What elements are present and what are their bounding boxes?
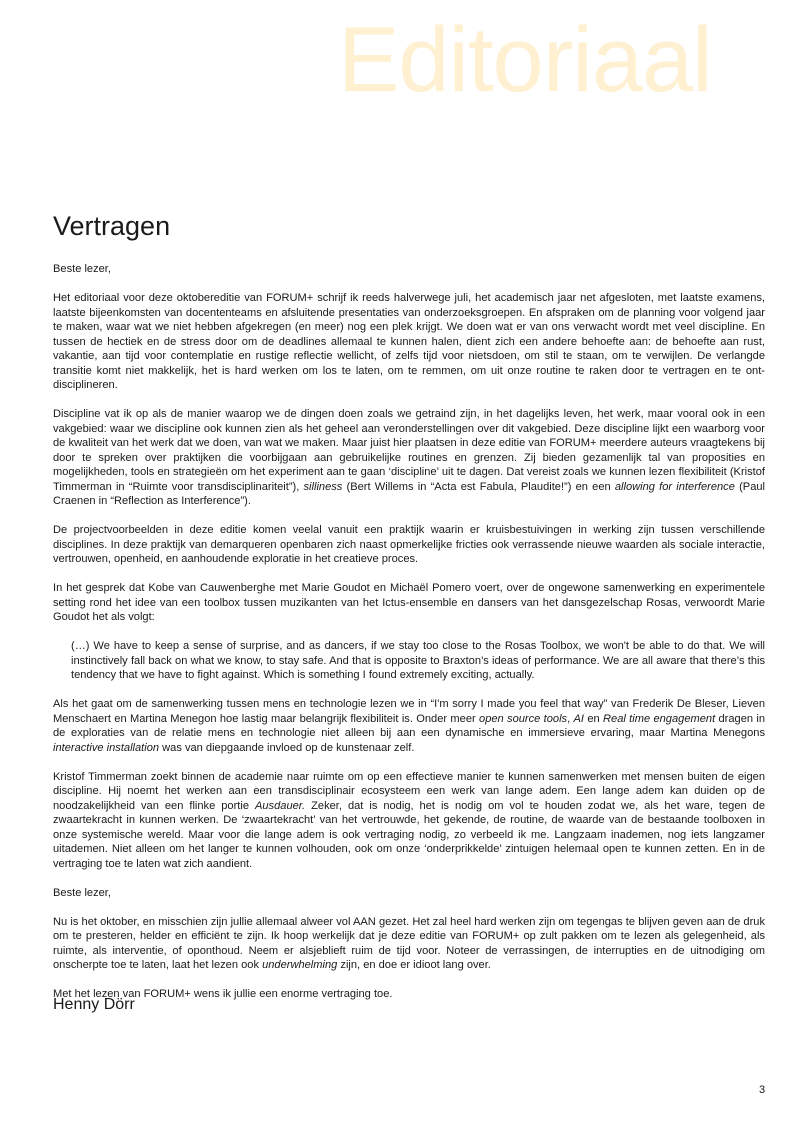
section-masthead: Editoriaal (338, 9, 712, 111)
emphasis-text: silliness (303, 480, 343, 493)
author-signature: Henny Dörr (53, 996, 135, 1013)
paragraph (53, 987, 765, 1002)
text-segment: Kristof Timmerman zoekt binnen de academie naar ruimte om op een effectieve manier te kunnen samenwerken met mensen buiten de eigen discipline. Hij noemt het werken aan een transdisciplinair ecosysteem een werk van lange adem. Een lange adem kan duiden op de noodzakelijkheid van een flinke portie (53, 770, 765, 812)
text-segment: dragen in de exploraties van de relatie mens en technologie niet alleen bij aan een dynamische en immersieve ervaring, maar Martina Menegons (53, 712, 766, 739)
paragraph-list (53, 291, 765, 1002)
article-title: Vertragen (53, 211, 171, 241)
text-segment: zijn, en doe er idioot lang over. (337, 959, 491, 971)
text-segment: Het editoriaal voor deze oktobereditie van FORUM+ schrijf ik reeds halverwege juli, het academisch jaar net afgesloten, met laatste examens, laatste bijeenkomsten van docententeams en afsluitende presentaties van onderzoeksgroepen. En afspraken om de planning voor volgend jaar te maken, waar wat we niet hebben afgekregen (en meer) nog een plek krijgt. We doen wat er van ons verwacht wordt met veel discipline. En tussen de hectiek en de stress door om de deadlines allemaal te kunnen halen, dient zich een andere behoefte aan: de behoefte aan rust, vakantie, aan tijd voor contemplatie en rustige reflectie wellicht, of zelfs tijd voor nietsdoen, om stil te staan, om te verwijlen. De verlangde transitie komt niet makkelijk, het is hard werken om los te laten, om te remmen, om uit onze routine te raken door te vertragen en te ont-disciplineren. (53, 292, 765, 391)
text-segment: (Paul Craenen in “Reflection as Interference”). (53, 480, 765, 507)
paragraph (53, 523, 765, 567)
text-segment: was van diepgaande invloed op de kunstenaar zelf. (159, 741, 415, 754)
emphasis-text: open source tools (479, 712, 568, 725)
text-segment: De projectvoorbeelden in deze editie komen veelal vanuit een praktijk waarin er kruisbestuivingen in werking zijn tussen verschillende disciplines. In deze praktijk van demarqueren openbaren zich naast opmerkelijke fricties ook verrassende nieuwe waarden als sociale interactie, vertrouwen, openheid, en aanhoudende exploratie in het creatieve proces. (53, 524, 765, 565)
text-segment: (…) We have to keep a sense of surprise, and as dancers, if we stay too close to the Rosas Toolbox, we won't be able to do that. We will instinctively fall back on what we know, to stay safe. And that is opposite to Braxton’s ideas of performance. We are all aware that there’s this tendency that we have to fight against. Which is something I found extremely exciting, actually. (71, 640, 765, 681)
text-segment: Met het lezen van FORUM+ wens ik jullie een enorme vertraging toe. (53, 988, 393, 1000)
text-segment: Nu is het oktober, en misschien zijn jullie allemaal alweer vol AAN gezet. Het zal heel hard werken zijn om tegengas te blijven geven aan de druk om te presteren, helder en efficiënt te zijn. Ik hoop werkelijk dat je deze editie van FORUM+ op zult pakken om te lezen als gelegenheid, als ruimte, als interventie, of oponthoud. Neem er alsjeblieft ruim de tijd voor. Noteer de verrassingen, de interrupties en de uitnodiging om onscherpte toe te laten, laat het lezen ook (53, 915, 765, 971)
page-number: 3 (759, 1084, 766, 1096)
article-body (53, 262, 765, 1016)
paragraph (53, 770, 765, 872)
text-segment: , (567, 712, 574, 725)
emphasis-text: Real time engagement (603, 712, 716, 725)
text-segment: en (584, 712, 604, 725)
text-segment: Als het gaat om de samenwerking tussen mens en technologie lezen we in “I'm sorry I made you feel that way” van Frederik De Bleser, Lieven Menschaert en Martina Menegon hoe lastig maar belangrijk flexibiliteit is. Onder meer (53, 698, 765, 725)
emphasis-text: allowing for interference (614, 480, 735, 493)
paragraph (53, 697, 765, 755)
paragraph (53, 915, 765, 973)
text-segment: Beste lezer, (53, 886, 111, 899)
paragraph (53, 886, 765, 901)
emphasis-text: interactive installation (53, 741, 160, 754)
paragraph (53, 291, 765, 393)
text-segment: (Bert Willems in “Acta est Fabula, Plaudite!”) en een (342, 480, 615, 493)
emphasis-text: Ausdauer. (254, 799, 306, 812)
block-quote (71, 639, 765, 683)
text-segment: In het gesprek dat Kobe van Cauwenberghe met Marie Goudot en Michaël Pomero voert, over de ongewone samenwerking en experimentele setting rond het idee van een toolbox tussen muzikanten van het Ictus-ensemble en dansers van het dansgezelschap Rosas, verwoordt Marie Goudot het als volgt: (53, 582, 765, 623)
text-segment: Discipline vat ik op als de manier waarop we de dingen doen zoals we getraind zijn, in het dagelijks leven, het werk, maar vooral ook in een vakgebied: waar we discipline ook kunnen zien als het geheel aan veronderstellingen over dit vakgebied. Deze discipline lijkt een waarborg voor de kwaliteit van het werk dat we doen, van wat we maken. Maar juist hier plaatsen in deze editie van FORUM+ meerdere auteurs vraagtekens bij door te spreken over praktijken die voorbijgaan aan gebruikelijke routines en grenzen. Zij bieden gezamenlijk tal van proposities en mogelijkheden, tools en strategieën om het experiment aan te gaan ‘discipline’ uit te dagen. Dat vereist zoals we kunnen lezen flexibiliteit (Kristof Timmerman in “Ruimte voor transdisciplinariteit”), (53, 408, 765, 493)
greeting: Beste lezer, (53, 263, 111, 275)
paragraph (53, 581, 765, 625)
emphasis-text: underwhelming (262, 959, 338, 971)
emphasis-text: AI (573, 712, 585, 725)
paragraph (53, 407, 765, 509)
text-segment: Zeker, dat is nodig, het is nodig om vol te houden zodat we, als het ware, tegen de zwaartekracht in kunnen werken. De ‘zwaartekracht’ van het vertrouwde, het gekende, de routine, de waarde van de bestaande toolboxen in onze systemische wereld. Maar voor die lange adem is ook vertraging nodig, zo verbeeld ik me. Langzaam inademen, nog iets langzamer uitademen. Niet alleen om het langer te kunnen volhouden, ook om onze ‘onderprikkelde’ zintuigen helemaal open te kunnen zetten. En in de vertraging toe te laten wat zich aandient. (53, 799, 765, 870)
